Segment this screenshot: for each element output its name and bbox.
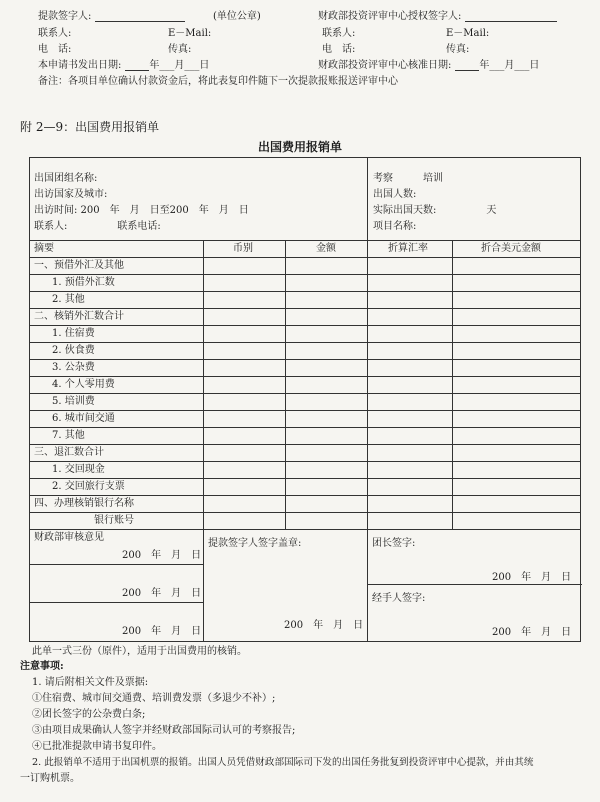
table-row-label: 7. 其他 — [52, 430, 85, 441]
table-row-label: 4. 个人零用费 — [52, 379, 115, 390]
contact-left: 联系人: — [38, 28, 72, 39]
fax-left: 传真: — [168, 44, 192, 55]
table-row-label: 银行账号 — [94, 515, 134, 526]
table-row-label: 一、预借外汇及其他 — [34, 260, 124, 271]
table-row-label: 3. 公杂费 — [52, 362, 95, 373]
approval-date: 财政部投资评审中心核准日期: 年___月___日 — [318, 60, 540, 71]
info-type: 考察 培训 — [373, 173, 443, 184]
info-period: 出访时间: 200 年 月 日至200 年 月 日 — [34, 205, 249, 216]
col-usd: 折合美元金额 — [481, 243, 541, 254]
note-2-cont: 一订购机票。 — [20, 773, 80, 784]
col-rate: 折算汇率 — [388, 243, 428, 254]
finance-date-2: 200 年 月 日 — [122, 588, 202, 599]
col-amount: 金额 — [316, 243, 336, 254]
note-1c: ③由项目成果确认人签字并经财政部国际司认可的考察报告; — [32, 725, 296, 736]
col-currency: 币别 — [233, 243, 253, 254]
table-row-label: 2. 交回旅行支票 — [52, 481, 125, 492]
note-1d: ④已批准提款申请书复印件。 — [32, 741, 162, 752]
note-1a: ①住宿费、城市间交通费、培训费发票（多退少不补）; — [32, 693, 276, 704]
withdraw-sign-date: 200 年 月 日 — [284, 620, 364, 631]
withdraw-signer-label: 提款签字人: — [38, 12, 185, 22]
note-1b: ②团长签字的公杂费白条; — [32, 709, 146, 720]
table-row-label: 2. 其他 — [52, 294, 85, 305]
table-row-label: 5. 培训费 — [52, 396, 95, 407]
info-project: 项目名称: — [373, 221, 417, 232]
expense-form — [29, 157, 581, 642]
notes-heading: 注意事项: — [20, 661, 64, 672]
col-summary: 摘要 — [34, 243, 54, 254]
note-1: 1. 请后附相关文件及票据: — [32, 677, 149, 688]
withdraw-sign-label: 提款签字人签字盖章: — [208, 538, 302, 549]
section-label: 附 2—9：出国费用报销单 — [20, 120, 160, 134]
info-headcount: 出国人数: — [373, 189, 417, 200]
handler-sign-date: 200 年 月 日 — [492, 627, 572, 638]
form-title: 出国费用报销单 — [257, 140, 342, 154]
finance-review-label: 财政部审核意见 — [34, 532, 104, 543]
issue-date: 本申请书发出日期: 年___月___日 — [38, 60, 210, 71]
unit-seal-label: (单位公章) — [213, 11, 261, 22]
table-row-label: 1. 交回现金 — [52, 464, 105, 475]
finance-date-1: 200 年 月 日 — [122, 550, 202, 561]
footer-usage: 此单一式三份（原件），适用于出国费用的核销。 — [32, 646, 247, 657]
table-row-label: 三、退汇数合计 — [34, 447, 104, 458]
phone-right: 电 话: — [322, 44, 356, 55]
phone-left: 电 话: — [38, 44, 72, 55]
leader-sign-date: 200 年 月 日 — [492, 572, 572, 583]
info-team-name: 出国团组名称: — [34, 173, 98, 184]
email-right: E－Mail: — [446, 28, 490, 39]
table-row-label: 1. 预借外汇数 — [52, 277, 115, 288]
info-contact: 联系人: 联系电话: — [34, 221, 161, 232]
note-2: 2. 此报销单不适用于出国机票的报销。出国人员凭借财政部国际司下发的出国任务批复到投资评审中心提款，并由其统 — [32, 757, 534, 768]
table-row-label: 四、办理核销银行名称 — [34, 498, 134, 509]
finance-date-3: 200 年 月 日 — [122, 626, 202, 637]
handler-sign-label: 经手人签字: — [372, 593, 426, 604]
leader-sign-label: 团长签字: — [372, 538, 416, 549]
email-left: E－Mail: — [168, 28, 212, 39]
table-row-label: 二、核销外汇数合计 — [34, 311, 124, 322]
table-row-label: 6. 城市间交通 — [52, 413, 115, 424]
remark: 备注：各项目单位确认付款资金后，将此表复印件随下一次提款报账报送评审中心 — [38, 76, 398, 87]
info-destination: 出访国家及城市: — [34, 189, 108, 200]
fax-right: 传真: — [446, 44, 470, 55]
table-row-label: 2. 伙食费 — [52, 345, 95, 356]
center-signer-label: 财政部投资评审中心授权签字人: — [318, 12, 557, 22]
contact-right: 联系人: — [322, 28, 356, 39]
info-days: 实际出国天数: 天 — [373, 205, 497, 216]
table-row-label: 1. 住宿费 — [52, 328, 95, 339]
